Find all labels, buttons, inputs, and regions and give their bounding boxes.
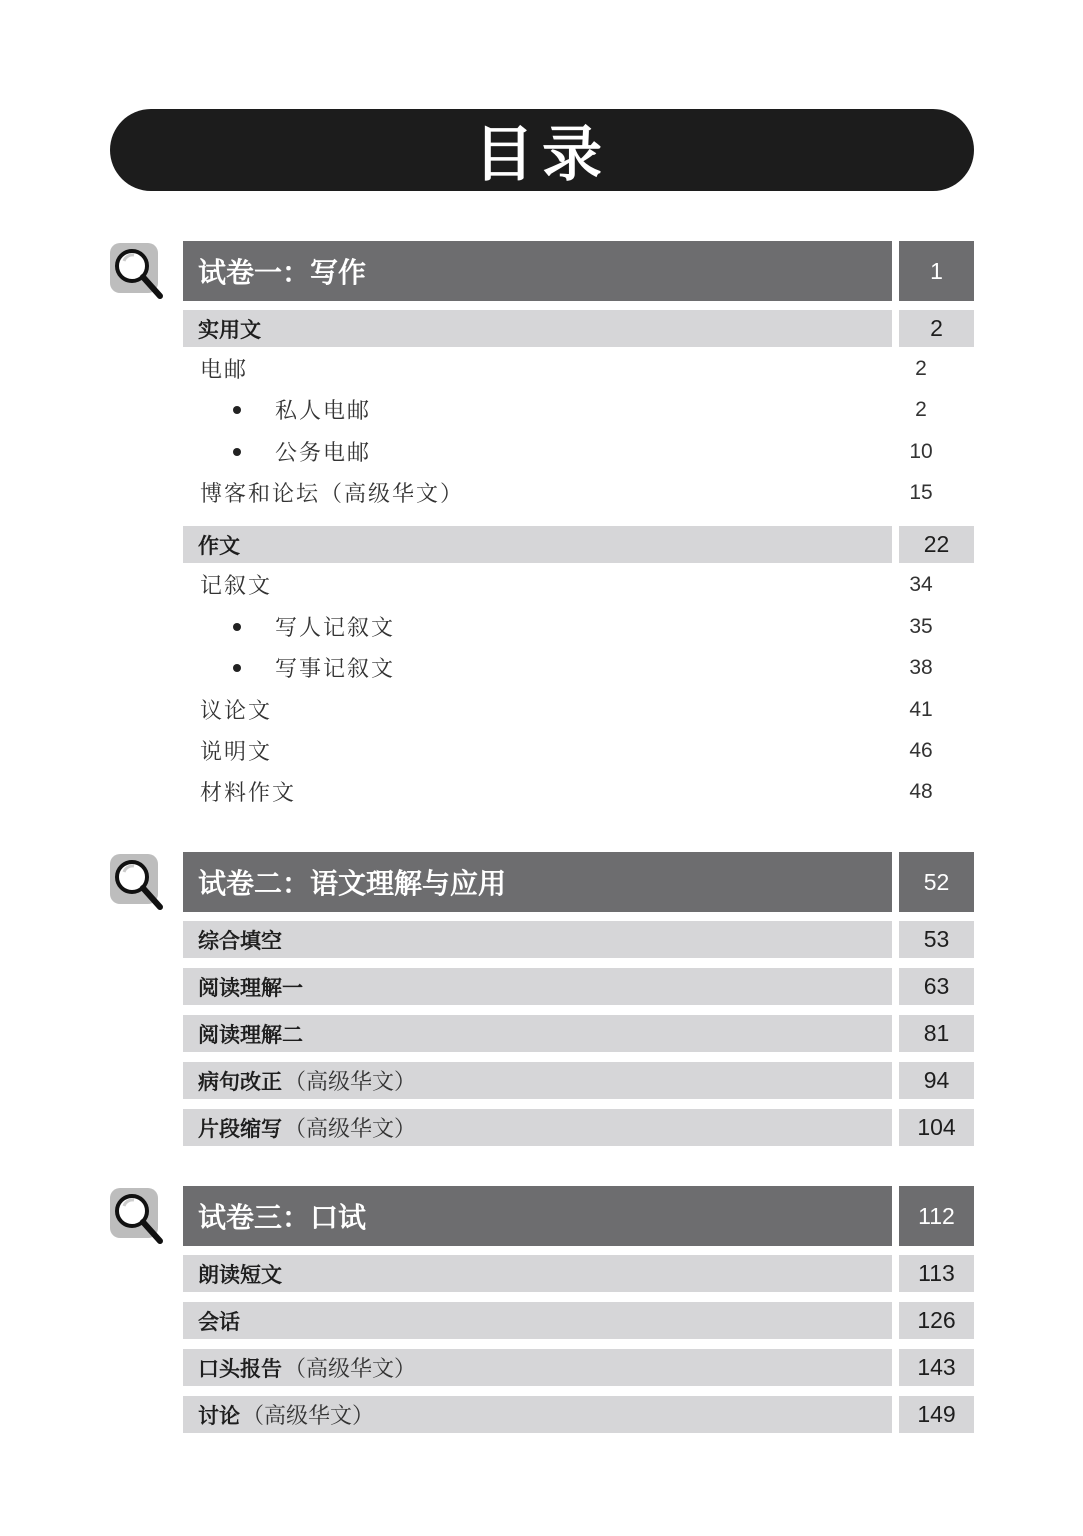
toc-subsection[interactable] — [183, 1255, 974, 1292]
subsection-label: 口头报告 — [198, 1356, 282, 1381]
item-label: 博客和论坛（高级华文） — [200, 482, 465, 507]
subsection-label: 作文 — [183, 526, 892, 563]
subsection-page: 2 — [899, 310, 974, 347]
item-page: 2 — [915, 397, 927, 421]
toc-item[interactable] — [183, 606, 974, 647]
item-label: 公务电邮 — [233, 431, 371, 472]
toc-subsection[interactable] — [183, 1302, 974, 1339]
subsection-note: （高级华文） — [284, 1357, 417, 1382]
toc-item[interactable] — [183, 472, 974, 513]
toc-item[interactable] — [183, 564, 974, 605]
toc-section[interactable] — [183, 1186, 974, 1246]
item-page: 46 — [909, 738, 933, 762]
subsection-label: 朗读短文 — [183, 1255, 892, 1292]
subsection-page: 126 — [899, 1302, 974, 1339]
subsection-note: （高级华文） — [284, 1070, 417, 1095]
item-label: 私人电邮 — [233, 389, 371, 430]
section-title: 试卷一：写作 — [183, 241, 892, 301]
toc-subsection[interactable] — [183, 1396, 974, 1433]
toc-section[interactable] — [183, 852, 974, 912]
section-page: 112 — [899, 1186, 974, 1246]
item-label: 材料作文 — [200, 781, 297, 806]
subsection-label-wrap — [183, 1396, 892, 1433]
subsection-note: （高级华文） — [284, 1117, 417, 1142]
subsection-page: 149 — [899, 1396, 974, 1433]
item-page: 48 — [909, 779, 933, 803]
subsection-label-wrap — [183, 1349, 892, 1386]
item-page: 2 — [915, 356, 927, 380]
subsection-label: 片段缩写 — [198, 1116, 282, 1141]
section-page: 1 — [899, 241, 974, 301]
item-label: 电邮 — [200, 358, 249, 383]
section-title: 试卷二：语文理解与应用 — [183, 852, 892, 912]
subsection-label-wrap — [183, 1062, 892, 1099]
item-page: 34 — [909, 572, 933, 596]
item-page: 41 — [909, 697, 933, 721]
magnifier-icon — [108, 241, 166, 301]
toc-item[interactable] — [183, 348, 974, 389]
item-label: 议论文 — [200, 699, 273, 724]
toc-subsection[interactable] — [183, 1109, 974, 1146]
toc-subsection[interactable] — [183, 526, 974, 563]
toc-item[interactable] — [183, 647, 974, 688]
section-title: 试卷三：口试 — [183, 1186, 892, 1246]
subsection-page: 63 — [899, 968, 974, 1005]
toc-subsection[interactable] — [183, 1349, 974, 1386]
toc-item[interactable] — [183, 730, 974, 771]
subsection-label: 讨论 — [198, 1403, 240, 1428]
toc-subsection[interactable] — [183, 310, 974, 347]
item-label: 说明文 — [200, 740, 273, 765]
toc-subsection[interactable] — [183, 1062, 974, 1099]
item-page: 38 — [909, 655, 933, 679]
item-page: 10 — [909, 439, 933, 463]
subsection-label: 综合填空 — [183, 921, 892, 958]
subsection-label: 阅读理解二 — [183, 1015, 892, 1052]
toc-subsection[interactable] — [183, 921, 974, 958]
subsection-page: 53 — [899, 921, 974, 958]
subsection-page: 143 — [899, 1349, 974, 1386]
magnifier-icon — [108, 1186, 166, 1246]
subsection-page: 113 — [899, 1255, 974, 1292]
item-page: 15 — [909, 480, 933, 504]
page-title-bar — [110, 109, 974, 191]
item-label: 记叙文 — [200, 574, 273, 599]
subsection-label: 实用文 — [183, 310, 892, 347]
toc-section[interactable] — [183, 241, 974, 301]
page-title: 目录 — [474, 120, 610, 190]
subsection-note: （高级华文） — [242, 1404, 375, 1429]
toc-item[interactable] — [183, 689, 974, 730]
item-label: 写事记叙文 — [233, 647, 395, 688]
toc-item[interactable] — [183, 771, 974, 812]
subsection-page: 22 — [899, 526, 974, 563]
subsection-label: 阅读理解一 — [183, 968, 892, 1005]
magnifier-icon — [108, 852, 166, 912]
toc-subsection[interactable] — [183, 1015, 974, 1052]
subsection-label: 病句改正 — [198, 1069, 282, 1094]
subsection-page: 104 — [899, 1109, 974, 1146]
subsection-label-wrap — [183, 1109, 892, 1146]
item-label: 写人记叙文 — [233, 606, 395, 647]
toc-subsection[interactable] — [183, 968, 974, 1005]
toc-item[interactable] — [183, 389, 974, 430]
subsection-page: 94 — [899, 1062, 974, 1099]
section-page: 52 — [899, 852, 974, 912]
subsection-label: 会话 — [183, 1302, 892, 1339]
item-page: 35 — [909, 614, 933, 638]
toc-item[interactable] — [183, 431, 974, 472]
subsection-page: 81 — [899, 1015, 974, 1052]
